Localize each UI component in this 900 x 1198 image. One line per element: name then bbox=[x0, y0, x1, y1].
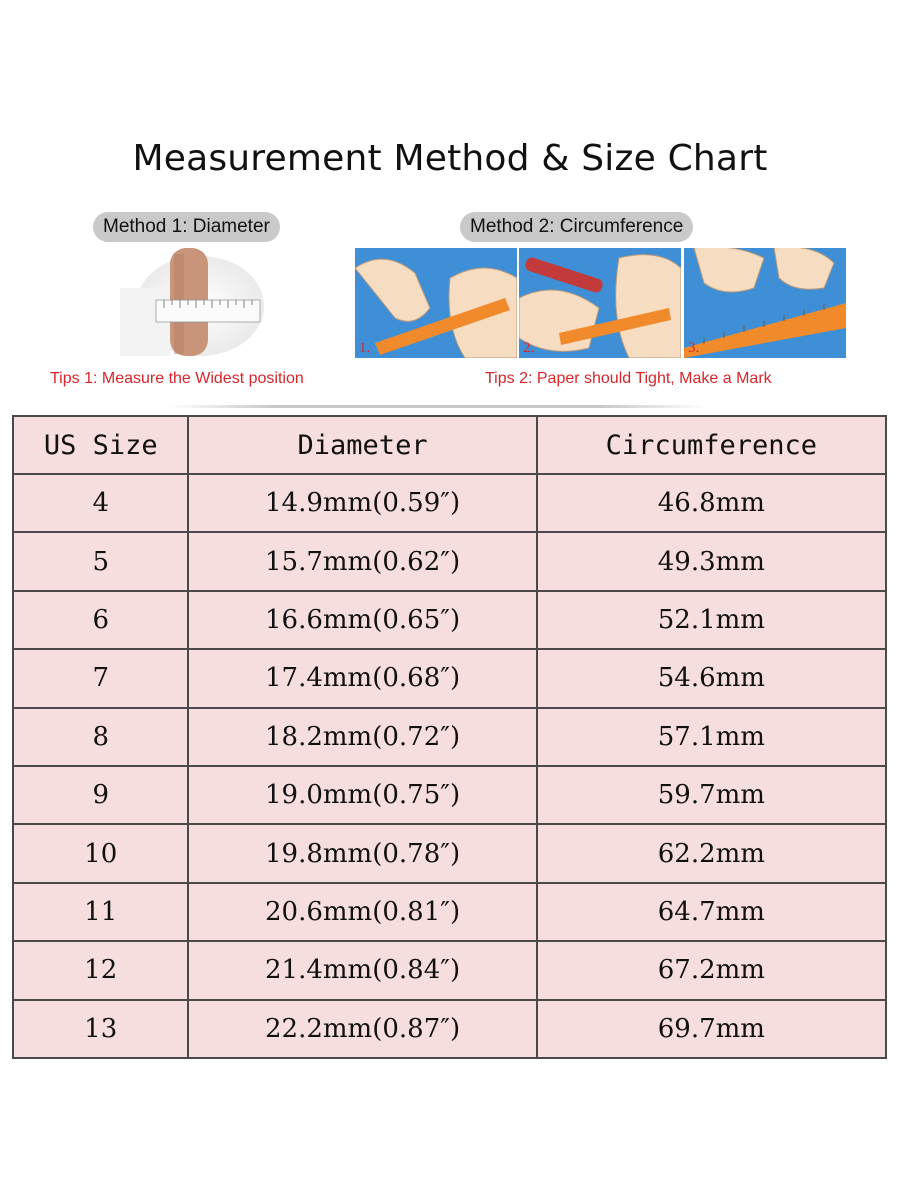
table-row bbox=[13, 883, 886, 941]
diameter-cell: 22.2mm(0.87″) bbox=[188, 1000, 536, 1058]
method-2-label: Method 2: Circumference bbox=[460, 212, 693, 242]
circumference-step-2-panel bbox=[519, 248, 681, 358]
table-row bbox=[13, 591, 886, 649]
table-header-row bbox=[13, 416, 886, 474]
us-size-cell: 7 bbox=[13, 649, 188, 707]
divider bbox=[168, 405, 708, 408]
circumference-cell: 64.7mm bbox=[537, 883, 886, 941]
circumference-cell: 57.1mm bbox=[537, 708, 886, 766]
header-us-size: US Size bbox=[13, 416, 188, 474]
us-size-cell: 13 bbox=[13, 1000, 188, 1058]
table-row bbox=[13, 1000, 886, 1058]
table-row bbox=[13, 824, 886, 882]
diameter-cell: 17.4mm(0.68″) bbox=[188, 649, 536, 707]
us-size-cell: 4 bbox=[13, 474, 188, 532]
circumference-cell: 46.8mm bbox=[537, 474, 886, 532]
us-size-cell: 9 bbox=[13, 766, 188, 824]
step-number: 2. bbox=[523, 340, 535, 356]
diameter-cell: 19.8mm(0.78″) bbox=[188, 824, 536, 882]
circumference-step-1-panel bbox=[355, 248, 517, 358]
header-diameter: Diameter bbox=[188, 416, 536, 474]
diameter-cell: 18.2mm(0.72″) bbox=[188, 708, 536, 766]
us-size-cell: 12 bbox=[13, 941, 188, 999]
table-row bbox=[13, 708, 886, 766]
diameter-cell: 20.6mm(0.81″) bbox=[188, 883, 536, 941]
step-number: 1. bbox=[359, 340, 371, 356]
page-title: Measurement Method & Size Chart bbox=[132, 138, 768, 179]
header-circumference: Circumference bbox=[537, 416, 886, 474]
table-row bbox=[13, 941, 886, 999]
finger-ruler-photo bbox=[120, 248, 265, 356]
us-size-cell: 6 bbox=[13, 591, 188, 649]
step-number: 3. bbox=[688, 340, 700, 356]
us-size-cell: 11 bbox=[13, 883, 188, 941]
table-row bbox=[13, 532, 886, 590]
circumference-step-3-panel bbox=[684, 248, 846, 358]
diameter-cell: 15.7mm(0.62″) bbox=[188, 532, 536, 590]
table-row bbox=[13, 766, 886, 824]
table-row bbox=[13, 649, 886, 707]
us-size-cell: 8 bbox=[13, 708, 188, 766]
diameter-cell: 14.9mm(0.59″) bbox=[188, 474, 536, 532]
circumference-cell: 62.2mm bbox=[537, 824, 886, 882]
us-size-cell: 10 bbox=[13, 824, 188, 882]
circumference-cell: 49.3mm bbox=[537, 532, 886, 590]
diameter-cell: 16.6mm(0.65″) bbox=[188, 591, 536, 649]
circumference-cell: 52.1mm bbox=[537, 591, 886, 649]
diameter-cell: 21.4mm(0.84″) bbox=[188, 941, 536, 999]
tip-1: Tips 1: Measure the Widest position bbox=[50, 370, 304, 387]
table-row bbox=[13, 474, 886, 532]
us-size-cell: 5 bbox=[13, 532, 188, 590]
circumference-cell: 54.6mm bbox=[537, 649, 886, 707]
tip-2: Tips 2: Paper should Tight, Make a Mark bbox=[485, 370, 772, 387]
method-1-label: Method 1: Diameter bbox=[93, 212, 280, 242]
size-chart-table bbox=[12, 415, 887, 1059]
diameter-cell: 19.0mm(0.75″) bbox=[188, 766, 536, 824]
circumference-cell: 59.7mm bbox=[537, 766, 886, 824]
circumference-cell: 69.7mm bbox=[537, 1000, 886, 1058]
circumference-cell: 67.2mm bbox=[537, 941, 886, 999]
